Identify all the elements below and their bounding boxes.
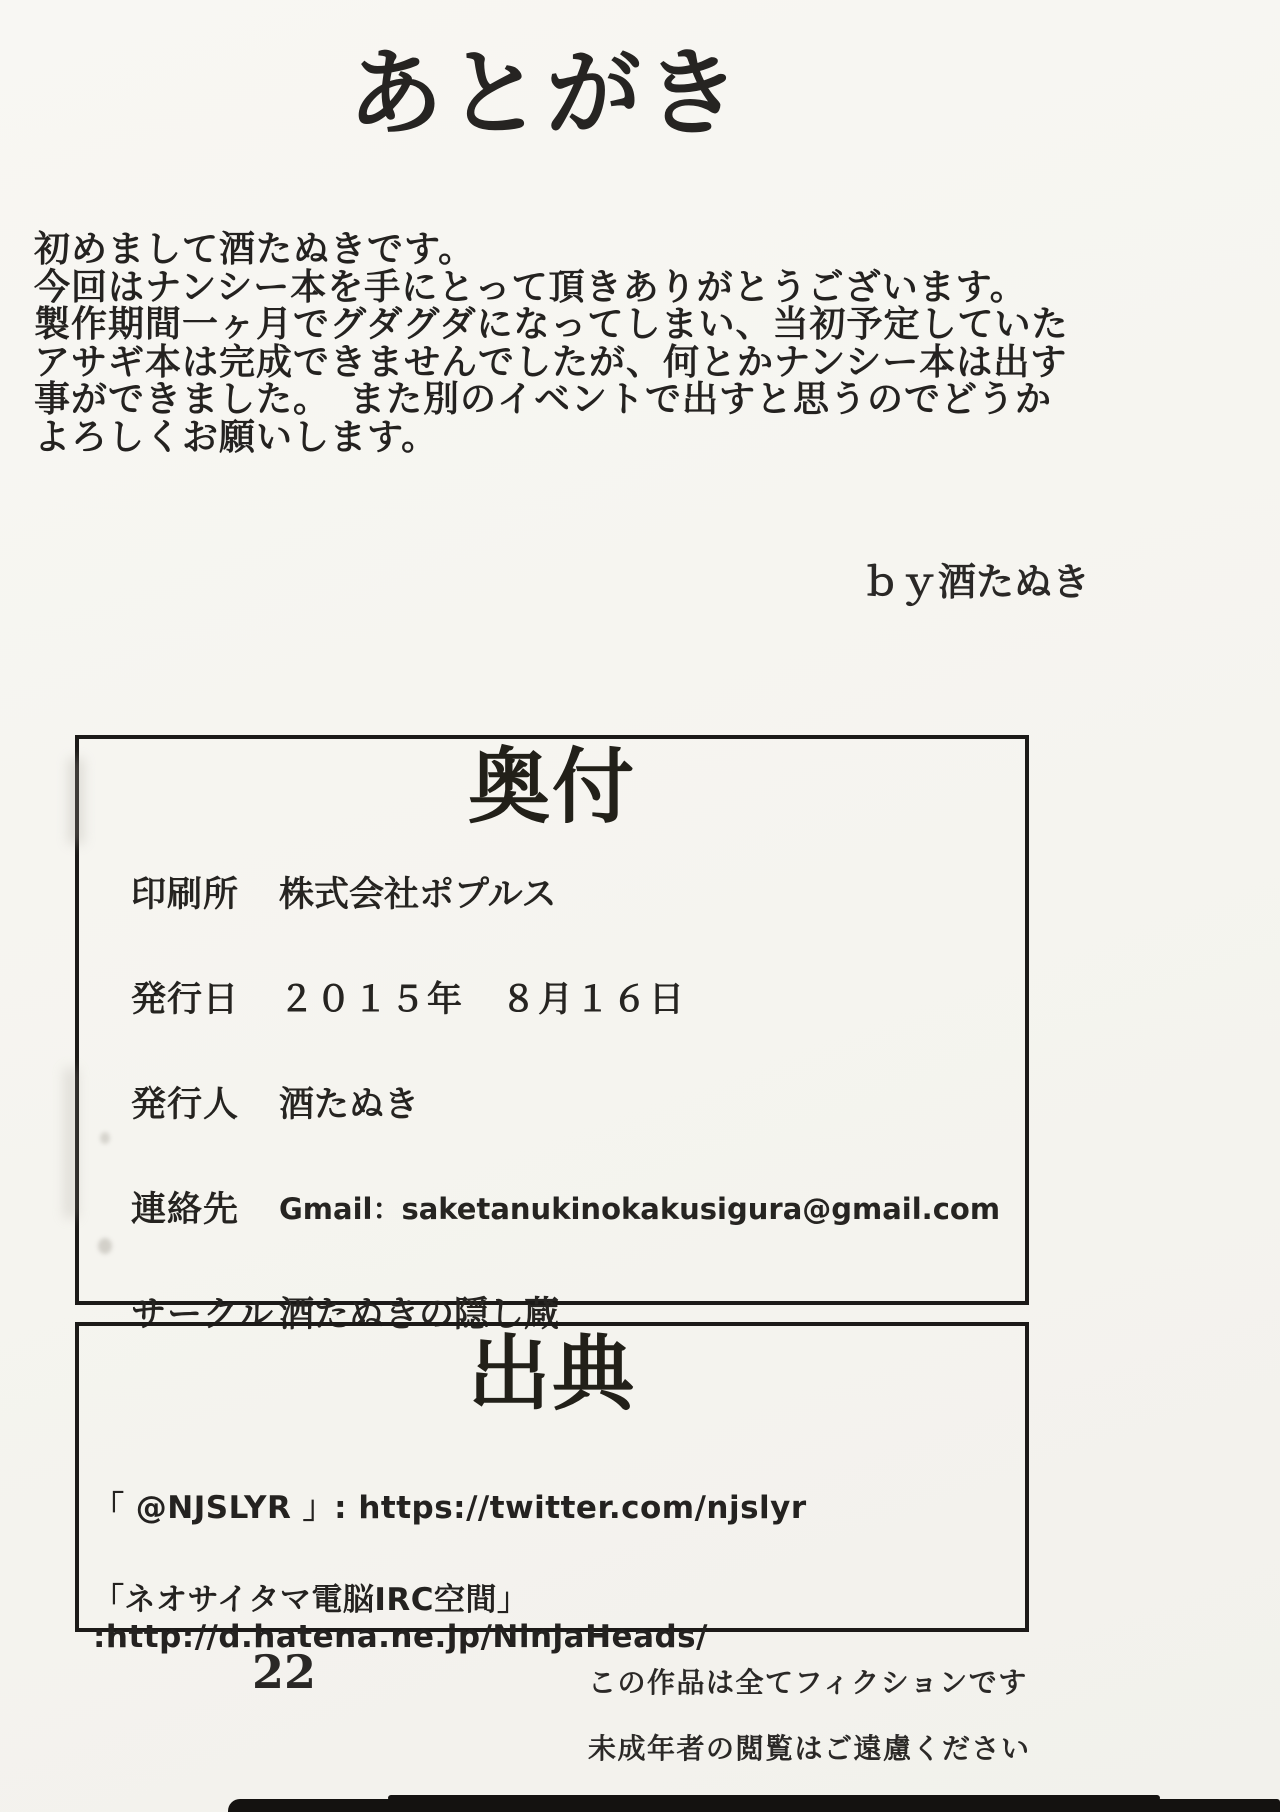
disclaimer-line-minors: 未成年者の閲覧はご遠慮ください — [588, 1732, 1031, 1765]
sources-title: 出典 — [467, 1327, 636, 1422]
disclaimer-text — [588, 1650, 1031, 1782]
disclaimer-line-fiction: この作品は全てフィクションです — [588, 1666, 1028, 1699]
colophon-row-publish-date — [131, 972, 1025, 1022]
colophon-row-printer — [131, 867, 1025, 917]
colophon-label-circle: サークル — [131, 1295, 274, 1336]
colophon-rows — [131, 867, 1025, 1337]
afterword-line: 事ができました。 また別のイベントで出すと思うのでどうか — [34, 379, 1053, 420]
colophon-label-printer: 印刷所 — [131, 875, 240, 916]
colophon-value-publisher: 酒たぬき — [279, 1084, 420, 1126]
source-lines — [93, 1482, 1025, 1655]
colophon-value-circle: 酒たぬきの隠し蔵 — [279, 1294, 560, 1336]
colophon-label-contact: 連絡先 — [131, 1190, 240, 1231]
page-number: 22 — [252, 1645, 317, 1699]
colophon-value-contact-email: Gmail：saketanukinokakusigura@gmail.com — [279, 1191, 1001, 1226]
page-title: あとがき — [347, 38, 744, 149]
colophon-value-printer: 株式会社ポプルス — [279, 874, 557, 916]
afterword-line: アサギ本は完成できませんでしたが、何とかナンシー本は出す — [34, 341, 1068, 383]
scan-edge-artifact — [228, 1799, 1280, 1812]
afterword-line: よろしくお願いします。 — [34, 416, 439, 458]
colophon-value-publish-date: ２０１５年 ８月１６日 — [279, 980, 687, 1021]
sources-box — [75, 1322, 1029, 1656]
afterword-byline: ｂｙ酒たぬき — [861, 560, 1090, 604]
afterword-paragraph — [34, 231, 1114, 456]
afterword-line: 今回はナンシー本を手にとって頂きありがとうございます。 — [34, 266, 1027, 308]
source-twitter-url: 「 @NJSLYR 」: https://twitter.com/njslyr — [93, 1490, 807, 1527]
colophon-box — [75, 735, 1029, 1336]
colophon-row-publisher — [131, 1077, 1025, 1127]
colophon-label-publish-date: 発行日 — [131, 980, 240, 1021]
colophon-row-contact — [131, 1182, 1025, 1232]
afterword-line: 初めまして酒たぬきです。 — [34, 229, 476, 270]
colophon-title: 奥付 — [467, 740, 636, 835]
colophon-label-publisher: 発行人 — [131, 1085, 240, 1126]
afterword-line: 製作期間一ヶ月でグダグダになってしまい、当初予定していた — [34, 304, 1069, 345]
source-hatena-url: 「ネオサイタマ電脳IRC空間」 :http://d.hatena.ne.jp/NinjaHeads/ — [93, 1582, 708, 1656]
